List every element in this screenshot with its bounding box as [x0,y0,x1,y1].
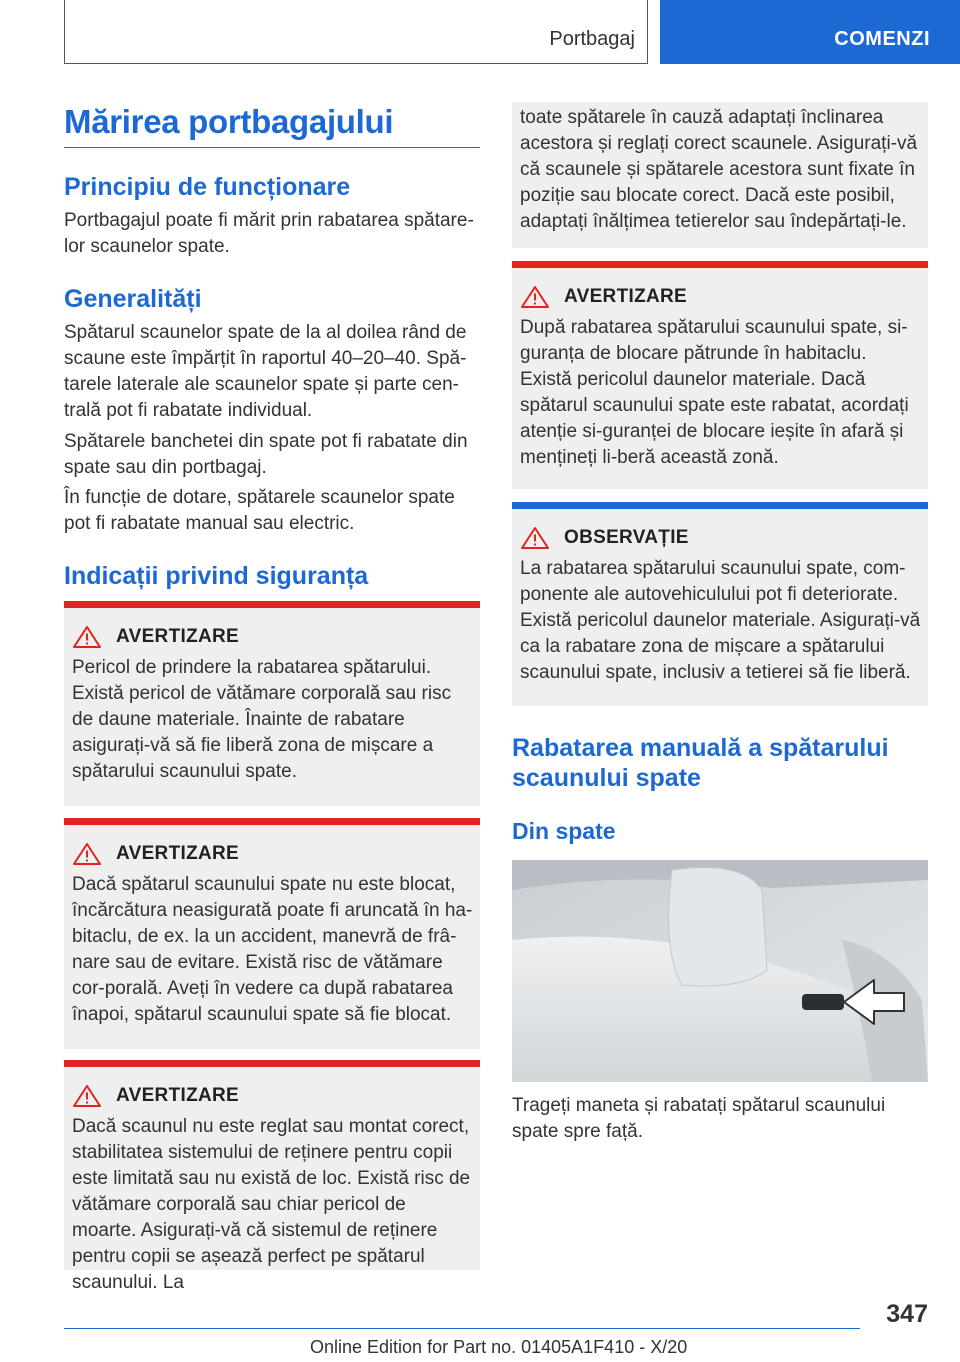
warning-text: După rabatarea spătarului scaunului spate, si-guranța de blocare pătrunde în habitaclu. Există pericolul daunelor materiale. Dacă spătarul scaunului spate este rabatat, acordați atenție si-guranței de blocare ieșite în afară și mențineți li-beră această zonă. [520,317,909,468]
footer-edition: Online Edition for Part no. 01405A1F410 - X/20 [310,1337,688,1357]
warning-continued-box [512,102,928,248]
warning-continued-text: toate spătarele în cauză adaptați înclinarea acestora și reglați corect scaunele. Asigurați-vă că scaunele și spătarele acestora sunt fixate în poziție sau blocate corect. Dacă este posibil, adaptați înălțimea tetierelor sau îndepărtați-le. [520,107,918,232]
seat-illustration [512,860,928,1082]
paragraph-general-2: Spătarele banchetei din spate pot fi rabatate din spate sau din portbagaj. [64,431,468,478]
warning-title: AVERTIZARE [116,626,239,647]
warning-title: AVERTIZARE [116,1085,239,1106]
page-number: 347 [886,1300,928,1328]
header-tab-comenzi[interactable] [660,0,960,64]
seat-photo [512,860,928,1082]
notice-bar [512,502,928,509]
header-section-title: Portbagaj [549,28,635,50]
paragraph-general-3: În funcție de dotare, spătarele scaunelor spate pot fi rabatate manual sau electric. [64,487,455,534]
heading-principle: Principiu de funcționare [64,173,351,201]
heading-general: Generalități [64,285,202,313]
header-section-box [64,0,648,64]
footer-divider [64,1328,860,1329]
warning-triangle-icon [72,842,102,866]
heading-from-rear: Din spate [512,818,616,844]
page-title: Mărirea portbagajului [64,103,394,140]
warning-text: Dacă spătarul scaunului spate nu este blocat, încărcătura neasigurată poate fi aruncată în ha-bitaclu, de ex. la un accident, manevră de frâ-nare sau de evitare. Există risc de vătămare cor-porală. Aveți în vedere ca după rabatarea înapoi, spătarul scaunului spate să fie blocat. [72,874,473,1025]
photo-caption: Trageți maneta și rabatați spătarul scaunului spate spre față. [512,1095,886,1142]
warning-title: AVERTIZARE [116,843,239,864]
notice-text: La rabatarea spătarului scaunului spate, com-ponente ale autovehiculului pot fi deteriorate. Există pericolul daunelor materiale. Asigurați-vă ca la rabatare zona de mișcare a spătarului scaunului spate, inclusiv a tetierei să fie liberă. [520,558,921,683]
warning-bar [64,1060,480,1067]
warning-triangle-icon [72,625,102,649]
notice-box [512,502,928,706]
warning-box-2 [64,818,480,1049]
warning-title: AVERTIZARE [564,286,687,307]
warning-bar [64,601,480,608]
notice-title: OBSERVAȚIE [564,527,689,548]
heading-manual-fold: Rabatarea manuală a spătarului scaunului spate [512,734,889,792]
warning-box-3 [64,1060,480,1293]
heading-safety: Indicații privind siguranța [64,562,369,590]
warning-triangle-icon [72,1084,102,1108]
warning-text: Pericol de prindere la rabatarea spătarului. Există pericol de vătămare corporală sau risc de daune materiale. Înainte de rabatare asigurați-vă să fie liberă zona de mișcare a spătarului scaunului spate. [72,657,452,782]
paragraph-general-1: Spătarul scaunelor spate de la al doilea rând de scaune este împărțit în raportul 40–20–40. Spă-tarele laterale ale scaunelor spate și parte cen-trală pot fi rabatate individual. [64,322,467,421]
notice-triangle-icon [520,526,550,550]
warning-bar [512,261,928,268]
header-tab-label: COMENZI [834,28,930,50]
title-divider [64,147,480,148]
warning-bar [64,818,480,825]
paragraph-principle: Portbagajul poate fi mărit prin rabatarea spătare-lor scaunelor spate. [64,210,474,257]
warning-box-1 [64,601,480,806]
warning-box-4 [512,261,928,489]
warning-triangle-icon [520,285,550,309]
warning-text: Dacă scaunul nu este reglat sau montat corect, stabilitatea sistemului de reținere pentru copii este limitată sau nu există de loc. Există risc de vătămare corporală sau chiar pericol de moarte. Asigurați-vă că sistemul de reținere pentru copii se așează perfect pe spătarul scaunului. La [72,1116,471,1293]
